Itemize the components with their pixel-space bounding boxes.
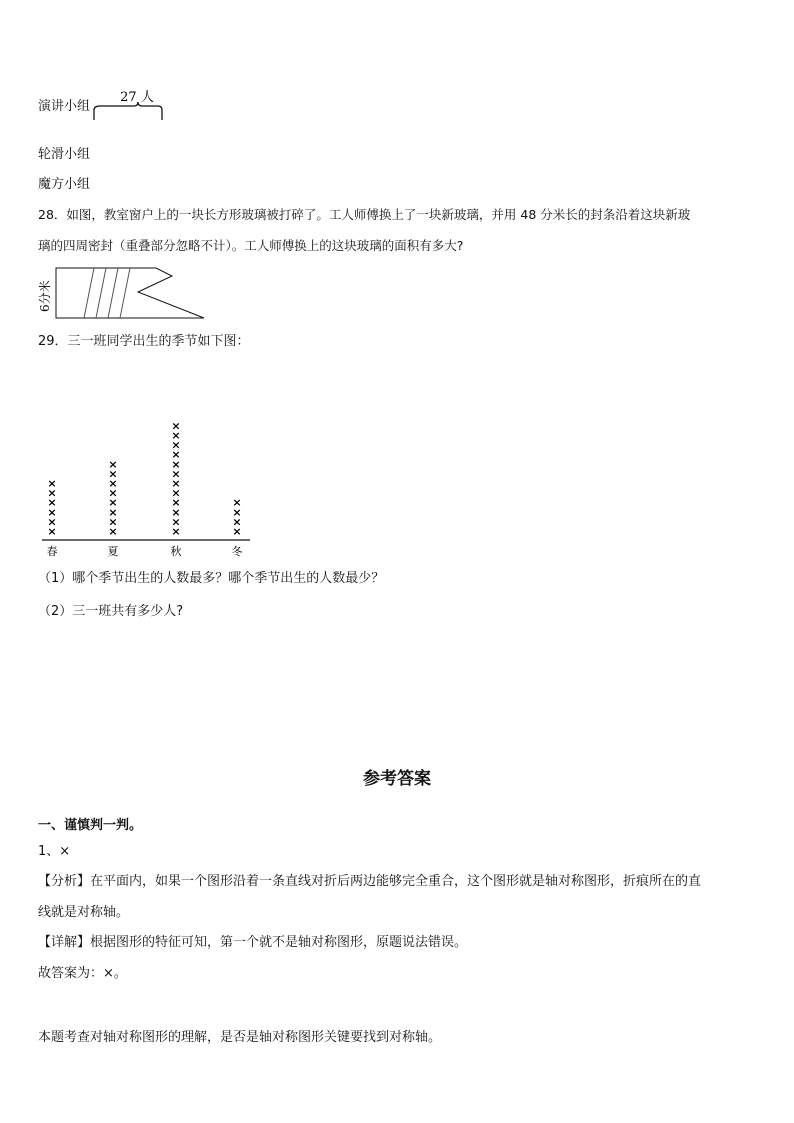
dot-marker: × <box>171 467 181 481</box>
dot-marker: × <box>232 515 242 529</box>
answers-conclusion: 故答案为：×。 <box>38 966 127 981</box>
category-label: 秋 <box>170 545 182 558</box>
crack-line-1 <box>84 268 94 318</box>
answers-detail: 【详解】根据图形的特征可知，第一个就不是轴对称图形，原题说法错误。 <box>38 935 468 950</box>
glass-outline <box>56 268 204 318</box>
dot-marker: × <box>47 525 57 538</box>
dot-marker: × <box>47 515 57 529</box>
dot-marker: × <box>108 457 118 471</box>
answers-section1: 一、谨慎判一判。 <box>38 818 143 833</box>
dot-marker: × <box>232 505 242 519</box>
dot-marker: × <box>171 438 181 452</box>
category-label: 冬 <box>231 545 243 558</box>
dot-marker: × <box>171 515 181 529</box>
group-row-skating: 轮滑小组 <box>38 147 91 162</box>
side-length-label: 6分米 <box>38 280 52 312</box>
answers-analysis-line2: 线就是对称轴。 <box>38 905 130 920</box>
dot-marker: × <box>171 525 181 538</box>
answers-summary: 本题考查对轴对称图形的理解，是否是轴对称图形关键要找到对称轴。 <box>38 1030 442 1045</box>
group-row-speech: 演讲小组 <box>38 99 91 114</box>
dot-marker: × <box>47 505 57 519</box>
dot-marker: × <box>47 496 57 510</box>
answers-item1: 1、× <box>38 844 71 859</box>
dot-marker: × <box>108 515 118 529</box>
dot-marker: × <box>171 486 181 500</box>
dot-marker: × <box>232 496 242 510</box>
answers-analysis-line1: 【分析】在平面内，如果一个图形沿着一条直线对折后两边能够完全重合，这个图形就是轴对称图形，折痕所在的直 <box>38 874 702 889</box>
q29-title: 29．三一班同学出生的季节如下图： <box>38 334 250 349</box>
group-row-cube: 魔方小组 <box>38 177 91 192</box>
brace-label: 27 人 <box>120 90 154 105</box>
dot-marker: × <box>108 477 118 490</box>
dot-marker: × <box>171 457 181 471</box>
dot-marker: × <box>171 429 181 442</box>
brace-figure <box>90 86 170 126</box>
answers-heading: 参考答案 <box>363 769 431 789</box>
crack-line-2 <box>96 268 106 318</box>
dot-marker: × <box>171 496 181 510</box>
crack-line-4 <box>120 268 130 318</box>
season-dot-plot <box>40 360 270 560</box>
q29-sub1: （1）哪个季节出生的人数最多？哪个季节出生的人数最少？ <box>38 571 385 586</box>
window-figure <box>34 264 204 324</box>
dot-marker: × <box>232 525 242 538</box>
q28-line1: 28．如图，教室窗户上的一块长方形玻璃被打碎了。工人师傅换上了一块新玻璃，并用 48 分米长的封条沿着这块新玻 <box>38 207 691 222</box>
dot-marker: × <box>47 486 57 500</box>
q29-sub2: （2）三一班共有多少人? <box>38 604 184 619</box>
dot-marker: × <box>171 419 181 433</box>
dot-marker: × <box>108 505 118 519</box>
crack-line-3 <box>108 268 118 318</box>
dot-marker: × <box>108 496 118 510</box>
dot-marker: × <box>108 486 118 500</box>
category-label: 夏 <box>107 545 119 558</box>
dot-marker: × <box>108 467 118 481</box>
category-label: 春 <box>46 545 58 558</box>
dot-marker: × <box>108 525 118 538</box>
q28-line2: 璃的四周密封（重叠部分忽略不计）。工人师傅换上的这块玻璃的面积有多大? <box>38 238 464 253</box>
dot-marker: × <box>171 448 181 462</box>
dot-marker: × <box>47 477 57 490</box>
dot-marker: × <box>171 505 181 519</box>
dot-marker: × <box>171 477 181 490</box>
